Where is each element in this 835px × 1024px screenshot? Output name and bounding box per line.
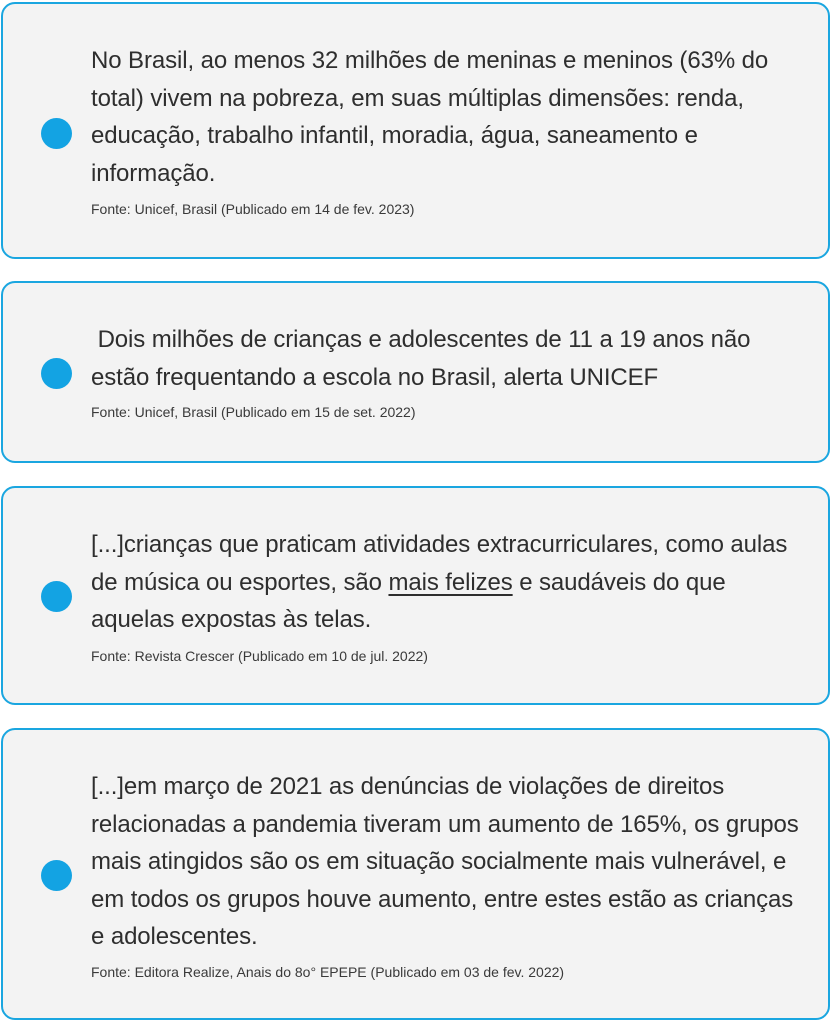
card-source: Fonte: Editora Realize, Anais do 8o° EPEPE (Publicado em 03 de fev. 2022) — [91, 964, 565, 980]
bullet-dot-icon — [41, 358, 72, 389]
quote-highlight-link[interactable]: mais felizes — [388, 568, 513, 596]
news-card — [1, 486, 830, 705]
card-source: Fonte: Unicef, Brasil (Publicado em 14 de fev. 2023) — [91, 201, 415, 217]
news-card — [1, 2, 830, 259]
quote-text-before: [...]crianças que praticam atividades extracurriculares, como aulas de música ou esportes, são — [91, 531, 788, 596]
bullet-dot-icon — [41, 118, 72, 149]
quote-text-after: e saudáveis do que aquelas expostas às telas. — [91, 568, 726, 633]
news-card — [1, 281, 830, 463]
card-source: Fonte: Revista Crescer (Publicado em 10 de jul. 2022) — [91, 648, 428, 664]
bullet-dot-icon — [41, 581, 72, 612]
card-quote: [...]em março de 2021 as denúncias de violações de direitos relacionadas a pandemia tiveram um aumento de 165%, os grupos mais atingidos são os em situação socialmente mais vulnerável, e em todos os grupos houve aumento, entre estes estão as crianças e adolescentes. — [91, 773, 799, 950]
card-source: Fonte: Unicef, Brasil (Publicado em 15 de set. 2022) — [91, 404, 416, 420]
card-quote: No Brasil, ao menos 32 milhões de meninas e meninos (63% do total) vivem na pobreza, em suas múltiplas dimensões: renda, educação, trabalho infantil, moradia, água, saneamento e informação. — [91, 47, 769, 187]
news-card — [1, 728, 830, 1020]
bullet-dot-icon — [41, 860, 72, 891]
card-quote — [91, 526, 806, 639]
card-quote: Dois milhões de crianças e adolescentes de 11 a 19 anos não estão frequentando a escola no Brasil, alerta UNICEF — [91, 326, 757, 391]
